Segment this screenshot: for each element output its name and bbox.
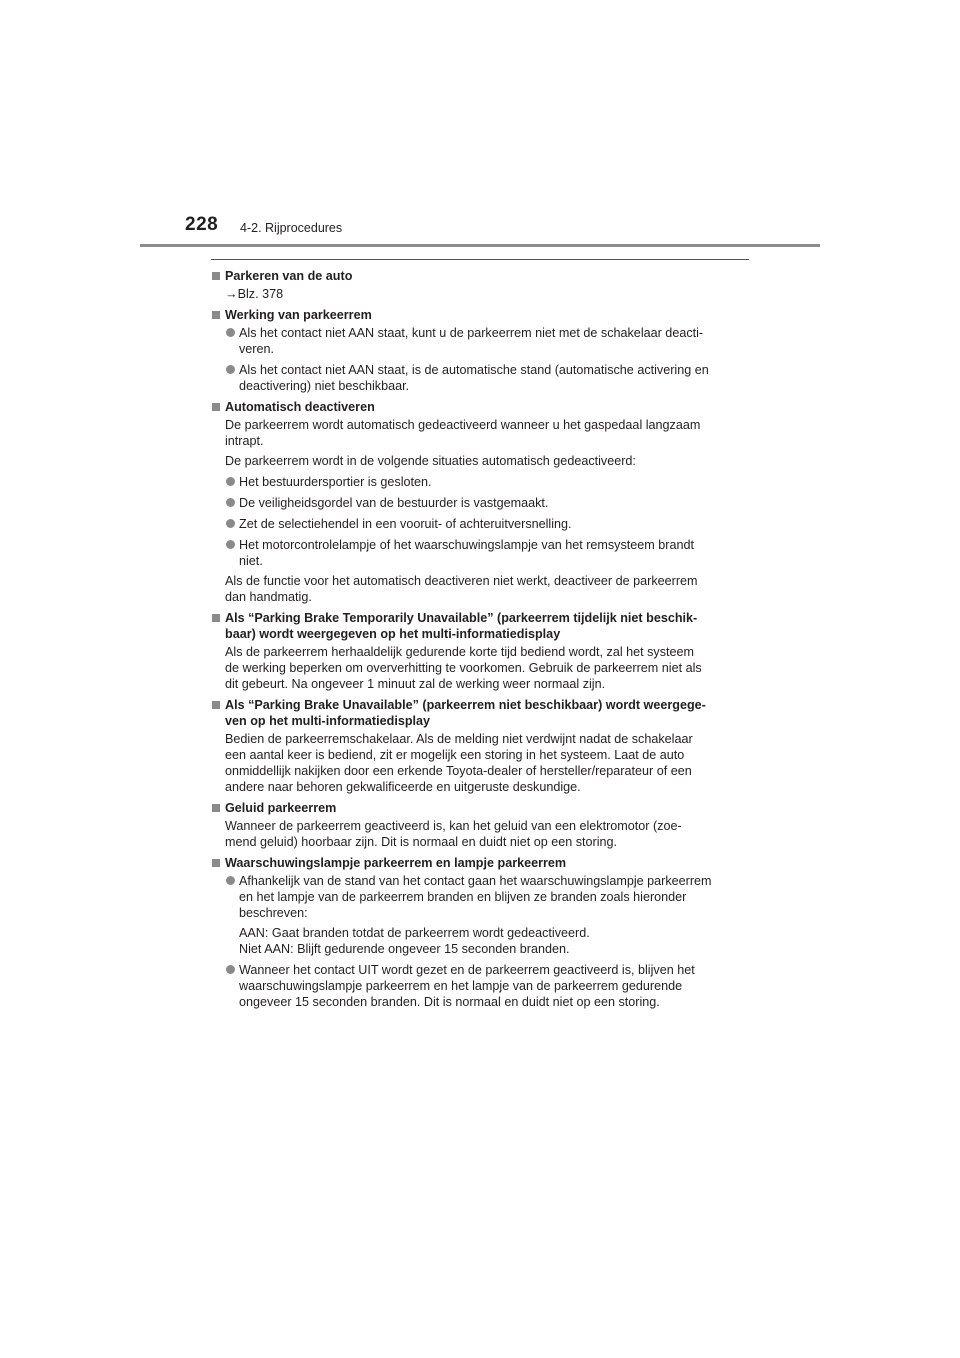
content-rule (211, 259, 749, 260)
heading-text: Als “Parking Brake Unavailable” (parkeerrem niet beschikbaar) wordt weergege- ven op het multi-informatiedisplay (225, 698, 706, 728)
section-unavailable (211, 697, 749, 795)
list-item-text: Als het contact niet AAN staat, kunt u de parkeerrem niet met de schakelaar deacti- veren. (239, 326, 704, 356)
list-item-text: Wanneer het contact UIT wordt gezet en de parkeerrem geactiveerd is, blijven het waarschuwingslampje parkeerrem en het lampje van de parkeerrem gedurende ongeveer 15 seconden branden. Dit is normaal en duidt niet op een storing. (239, 963, 695, 1009)
square-bullet-icon (212, 614, 220, 622)
section-heading (211, 399, 749, 415)
heading-text: Als “Parking Brake Temporarily Unavailable” (parkeerrem tijdelijk niet beschik- baar) wordt weergegeven op het multi-informatiedisplay (225, 611, 698, 641)
paragraph: Als de functie voor het automatisch deactiveren niet werkt, deactiveer de parkeerrem dan handmatig. (225, 574, 698, 604)
section-werking (211, 307, 749, 394)
paragraph: De parkeerrem wordt automatisch gedeactiveerd wanneer u het gaspedaal langzaam intrapt. (225, 418, 701, 448)
list-item (211, 537, 749, 569)
heading-text: Parkeren van de auto (225, 269, 353, 283)
section-heading (211, 800, 749, 816)
list-item (211, 362, 749, 394)
circle-bullet-icon (226, 498, 235, 507)
page-number: 228 (185, 214, 219, 235)
square-bullet-icon (212, 272, 220, 280)
list-item-text: Afhankelijk van de stand van het contact gaan het waarschuwingslampje parkeerrem en het lampje van de parkeerrem branden en blijven ze branden zoals hieronder beschreven: (239, 874, 712, 920)
square-bullet-icon (212, 311, 220, 319)
indicator-detail: AAN: Gaat branden totdat de parkeerrem wordt gedeactiveerd. Niet AAN: Blijft gedurende ongeveer 15 seconden branden. (239, 926, 590, 956)
list-item (211, 474, 749, 490)
list-item (211, 873, 749, 921)
list-item (211, 495, 749, 511)
section-waarschuwingslampje (211, 855, 749, 1010)
content (211, 265, 749, 1010)
circle-bullet-icon (226, 477, 235, 486)
square-bullet-icon (212, 403, 220, 411)
header-rule (140, 244, 820, 247)
section-title: 4-2. Rijprocedures (240, 221, 343, 235)
section-heading (211, 855, 749, 871)
list-item-text: Het motorcontrolelampje of het waarschuwingslampje van het remsysteem brandt niet. (239, 538, 694, 568)
list-item (211, 516, 749, 532)
square-bullet-icon (212, 859, 220, 867)
paragraph: De parkeerrem wordt in de volgende situaties automatisch gedeactiveerd: (225, 454, 636, 468)
heading-text: Waarschuwingslampje parkeerrem en lampje parkeerrem (225, 856, 567, 870)
list-item (211, 962, 749, 1010)
circle-bullet-icon (226, 876, 235, 885)
section-heading (211, 610, 749, 642)
section-geluid (211, 800, 749, 850)
circle-bullet-icon (226, 965, 235, 974)
section-heading (211, 697, 749, 729)
section-automatisch (211, 399, 749, 605)
list-item-text: De veiligheidsgordel van de bestuurder is vastgemaakt. (239, 496, 549, 510)
page-reference: →Blz. 378 (225, 287, 284, 301)
circle-bullet-icon (226, 519, 235, 528)
heading-text: Geluid parkeerrem (225, 801, 337, 815)
heading-text: Automatisch deactiveren (225, 400, 375, 414)
circle-bullet-icon (226, 328, 235, 337)
circle-bullet-icon (226, 540, 235, 549)
list-item-text: Het bestuurdersportier is gesloten. (239, 475, 432, 489)
square-bullet-icon (212, 701, 220, 709)
square-bullet-icon (212, 804, 220, 812)
paragraph: Als de parkeerrem herhaaldelijk gedurende korte tijd bediend wordt, zal het systeem de werking beperken om oververhitting te voorkomen. Gebruik de parkeerrem niet als dit gebeurt. Na ongeveer 1 minuut zal de werking weer normaal zijn. (225, 645, 702, 691)
heading-text: Werking van parkeerrem (225, 308, 372, 322)
circle-bullet-icon (226, 365, 235, 374)
list-item-text: Zet de selectiehendel in een vooruit- of achteruitversnelling. (239, 517, 572, 531)
paragraph: Wanneer de parkeerrem geactiveerd is, kan het geluid van een elektromotor (zoe- mend geluid) hoorbaar zijn. Dit is normaal en duidt niet op een storing. (225, 819, 682, 849)
section-heading (211, 307, 749, 323)
paragraph: Bedien de parkeerremschakelaar. Als de melding niet verdwijnt nadat de schakelaar een aantal keer is bediend, zit er mogelijk een storing in het systeem. Laat de auto onmiddellijk nakijken door een erkende Toyota-dealer of hersteller/reparateur of een andere naar behoren gekwalificeerde en uitgeruste deskundige. (225, 732, 693, 794)
section-parkeren (211, 268, 749, 302)
list-item (211, 325, 749, 357)
list-item-text: Als het contact niet AAN staat, is de automatische stand (automatische activering en deactivering) niet beschikbaar. (239, 363, 709, 393)
section-temporarily-unavailable (211, 610, 749, 692)
section-heading (211, 268, 749, 284)
